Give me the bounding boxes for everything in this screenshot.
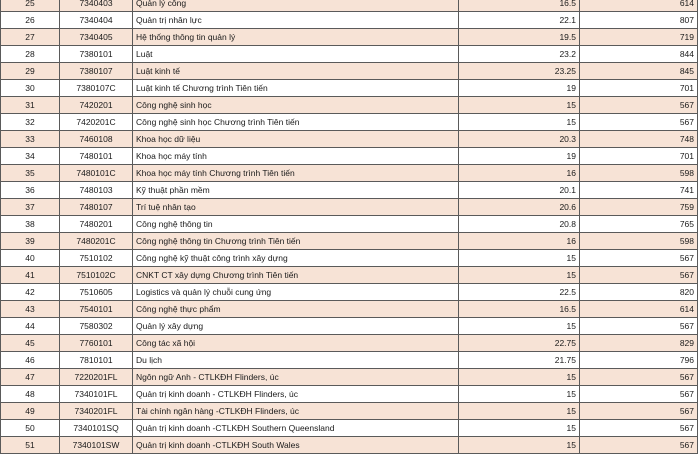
major-code-cell: 7420201C — [60, 114, 133, 131]
major-code-cell: 7380107C — [60, 80, 133, 97]
table-row — [1, 131, 698, 148]
major-name-cell: Quản trị kinh doanh - CTLKĐH Flinders, úc — [133, 386, 459, 403]
rank-cell: 829 — [580, 335, 698, 352]
major-code-cell: 7480201C — [60, 233, 133, 250]
table-row — [1, 318, 698, 335]
major-code-cell: 7340201FL — [60, 403, 133, 420]
rank-cell: 567 — [580, 403, 698, 420]
table-row — [1, 199, 698, 216]
rank-cell: 719 — [580, 29, 698, 46]
table-row — [1, 284, 698, 301]
row-number-cell: 47 — [1, 369, 60, 386]
row-number-cell: 27 — [1, 29, 60, 46]
major-name-cell: Luật kinh tế Chương trình Tiên tiến — [133, 80, 459, 97]
table-row — [1, 233, 698, 250]
major-code-cell: 7220201FL — [60, 369, 133, 386]
rank-cell: 845 — [580, 63, 698, 80]
row-number-cell: 51 — [1, 437, 60, 454]
row-number-cell: 28 — [1, 46, 60, 63]
table-row — [1, 0, 698, 12]
major-name-cell: Khoa học máy tính — [133, 148, 459, 165]
major-code-cell: 7510605 — [60, 284, 133, 301]
row-number-cell: 37 — [1, 199, 60, 216]
rank-cell: 844 — [580, 46, 698, 63]
row-number-cell: 44 — [1, 318, 60, 335]
cutoff-score-cell: 16.5 — [459, 301, 580, 318]
table-row — [1, 148, 698, 165]
rank-cell: 614 — [580, 301, 698, 318]
row-number-cell: 35 — [1, 165, 60, 182]
table-row — [1, 216, 698, 233]
table-row — [1, 369, 698, 386]
row-number-cell: 31 — [1, 97, 60, 114]
major-code-cell: 7480101C — [60, 165, 133, 182]
row-number-cell: 49 — [1, 403, 60, 420]
table-row — [1, 165, 698, 182]
row-number-cell: 25 — [1, 0, 60, 12]
table-row — [1, 182, 698, 199]
row-number-cell: 30 — [1, 80, 60, 97]
major-code-cell: 7580302 — [60, 318, 133, 335]
table-row — [1, 97, 698, 114]
row-number-cell: 38 — [1, 216, 60, 233]
major-name-cell: Công nghệ thông tin Chương trình Tiên tiến — [133, 233, 459, 250]
table-row — [1, 437, 698, 454]
row-number-cell: 39 — [1, 233, 60, 250]
major-name-cell: Khoa học máy tính Chương trình Tiên tiến — [133, 165, 459, 182]
cutoff-score-cell: 15 — [459, 369, 580, 386]
cutoff-score-cell: 22.1 — [459, 12, 580, 29]
major-name-cell: Công nghệ sinh học Chương trình Tiên tiến — [133, 114, 459, 131]
major-code-cell: 7480101 — [60, 148, 133, 165]
row-number-cell: 50 — [1, 420, 60, 437]
table-row — [1, 29, 698, 46]
major-name-cell: Ngôn ngữ Anh - CTLKĐH Flinders, úc — [133, 369, 459, 386]
major-code-cell: 7510102 — [60, 250, 133, 267]
row-number-cell: 34 — [1, 148, 60, 165]
table-body — [1, 0, 698, 454]
cutoff-score-cell: 22.5 — [459, 284, 580, 301]
rank-cell: 567 — [580, 386, 698, 403]
cutoff-score-cell: 15 — [459, 437, 580, 454]
rank-cell: 567 — [580, 318, 698, 335]
major-name-cell: Công tác xã hội — [133, 335, 459, 352]
row-number-cell: 41 — [1, 267, 60, 284]
rank-cell: 567 — [580, 369, 698, 386]
major-name-cell: Luật kinh tế — [133, 63, 459, 80]
major-name-cell: CNKT CT xây dựng Chương trình Tiên tiến — [133, 267, 459, 284]
rank-cell: 765 — [580, 216, 698, 233]
major-name-cell: Trí tuệ nhân tạo — [133, 199, 459, 216]
row-number-cell: 32 — [1, 114, 60, 131]
major-code-cell: 7480107 — [60, 199, 133, 216]
cutoff-score-cell: 20.8 — [459, 216, 580, 233]
cutoff-score-cell: 15 — [459, 318, 580, 335]
rank-cell: 796 — [580, 352, 698, 369]
table-row — [1, 63, 698, 80]
cutoff-score-cell: 19 — [459, 148, 580, 165]
table-row — [1, 250, 698, 267]
cutoff-score-cell: 15 — [459, 250, 580, 267]
cutoff-score-cell: 15 — [459, 267, 580, 284]
row-number-cell: 33 — [1, 131, 60, 148]
table-row — [1, 12, 698, 29]
major-code-cell: 7380101 — [60, 46, 133, 63]
cutoff-score-cell: 20.3 — [459, 131, 580, 148]
major-name-cell: Công nghệ thực phẩm — [133, 301, 459, 318]
cutoff-score-cell: 16.5 — [459, 0, 580, 12]
major-name-cell: Tài chính ngân hàng -CTLKĐH Flinders, úc — [133, 403, 459, 420]
major-name-cell: Quản lý xây dựng — [133, 318, 459, 335]
row-number-cell: 26 — [1, 12, 60, 29]
major-name-cell: Kỹ thuật phần mềm — [133, 182, 459, 199]
rank-cell: 807 — [580, 12, 698, 29]
table-row — [1, 46, 698, 63]
rank-cell: 741 — [580, 182, 698, 199]
major-code-cell: 7340404 — [60, 12, 133, 29]
major-name-cell: Quản trị kinh doanh -CTLKĐH South Wales — [133, 437, 459, 454]
row-number-cell: 48 — [1, 386, 60, 403]
cutoff-score-cell: 15 — [459, 97, 580, 114]
major-name-cell: Hệ thống thông tin quản lý — [133, 29, 459, 46]
major-name-cell: Công nghệ thông tin — [133, 216, 459, 233]
rank-cell: 567 — [580, 267, 698, 284]
major-code-cell: 7480103 — [60, 182, 133, 199]
cutoff-score-cell: 15 — [459, 114, 580, 131]
cutoff-score-cell: 20.6 — [459, 199, 580, 216]
cutoff-score-cell: 23.2 — [459, 46, 580, 63]
cutoff-score-cell: 21.75 — [459, 352, 580, 369]
row-number-cell: 42 — [1, 284, 60, 301]
cutoff-score-cell: 16 — [459, 165, 580, 182]
major-code-cell: 7420201 — [60, 97, 133, 114]
major-name-cell: Luật — [133, 46, 459, 63]
cutoff-score-cell: 16 — [459, 233, 580, 250]
cutoff-score-cell: 23.25 — [459, 63, 580, 80]
table-row — [1, 352, 698, 369]
row-number-cell: 29 — [1, 63, 60, 80]
major-name-cell: Công nghệ sinh học — [133, 97, 459, 114]
cutoff-score-cell: 20.1 — [459, 182, 580, 199]
major-code-cell: 7540101 — [60, 301, 133, 318]
cutoff-score-cell: 19 — [459, 80, 580, 97]
major-code-cell: 7510102C — [60, 267, 133, 284]
rank-cell: 820 — [580, 284, 698, 301]
rank-cell: 567 — [580, 114, 698, 131]
major-code-cell: 7480201 — [60, 216, 133, 233]
table-row — [1, 80, 698, 97]
major-code-cell: 7760101 — [60, 335, 133, 352]
major-code-cell: 7460108 — [60, 131, 133, 148]
rank-cell: 598 — [580, 165, 698, 182]
row-number-cell: 43 — [1, 301, 60, 318]
major-name-cell: Quản lý công — [133, 0, 459, 12]
rank-cell: 567 — [580, 250, 698, 267]
table-row — [1, 301, 698, 318]
major-code-cell: 7340403 — [60, 0, 133, 12]
rank-cell: 567 — [580, 420, 698, 437]
cutoff-score-cell: 15 — [459, 386, 580, 403]
major-name-cell: Quản trị kinh doanh -CTLKĐH Southern Queensland — [133, 420, 459, 437]
rank-cell: 701 — [580, 80, 698, 97]
cutoff-score-cell: 15 — [459, 420, 580, 437]
table-row — [1, 335, 698, 352]
major-name-cell: Khoa học dữ liệu — [133, 131, 459, 148]
row-number-cell: 40 — [1, 250, 60, 267]
major-code-cell: 7340405 — [60, 29, 133, 46]
major-code-cell: 7380107 — [60, 63, 133, 80]
cutoff-score-cell: 19.5 — [459, 29, 580, 46]
rank-cell: 759 — [580, 199, 698, 216]
major-code-cell: 7340101FL — [60, 386, 133, 403]
major-name-cell: Công nghệ kỹ thuật công trình xây dựng — [133, 250, 459, 267]
rank-cell: 701 — [580, 148, 698, 165]
rank-cell: 598 — [580, 233, 698, 250]
cutoff-score-cell: 22.75 — [459, 335, 580, 352]
major-code-cell: 7340101SQ — [60, 420, 133, 437]
cutoff-score-cell: 15 — [459, 403, 580, 420]
rank-cell: 748 — [580, 131, 698, 148]
rank-cell: 567 — [580, 437, 698, 454]
row-number-cell: 36 — [1, 182, 60, 199]
major-code-cell: 7810101 — [60, 352, 133, 369]
rank-cell: 614 — [580, 0, 698, 12]
row-number-cell: 46 — [1, 352, 60, 369]
table-row — [1, 114, 698, 131]
table-row — [1, 420, 698, 437]
table-row — [1, 267, 698, 284]
table-row — [1, 386, 698, 403]
major-name-cell: Quản trị nhân lực — [133, 12, 459, 29]
major-name-cell: Logistics và quản lý chuỗi cung ứng — [133, 284, 459, 301]
major-code-cell: 7340101SW — [60, 437, 133, 454]
major-name-cell: Du lịch — [133, 352, 459, 369]
rank-cell: 567 — [580, 97, 698, 114]
row-number-cell: 45 — [1, 335, 60, 352]
table-row — [1, 403, 698, 420]
